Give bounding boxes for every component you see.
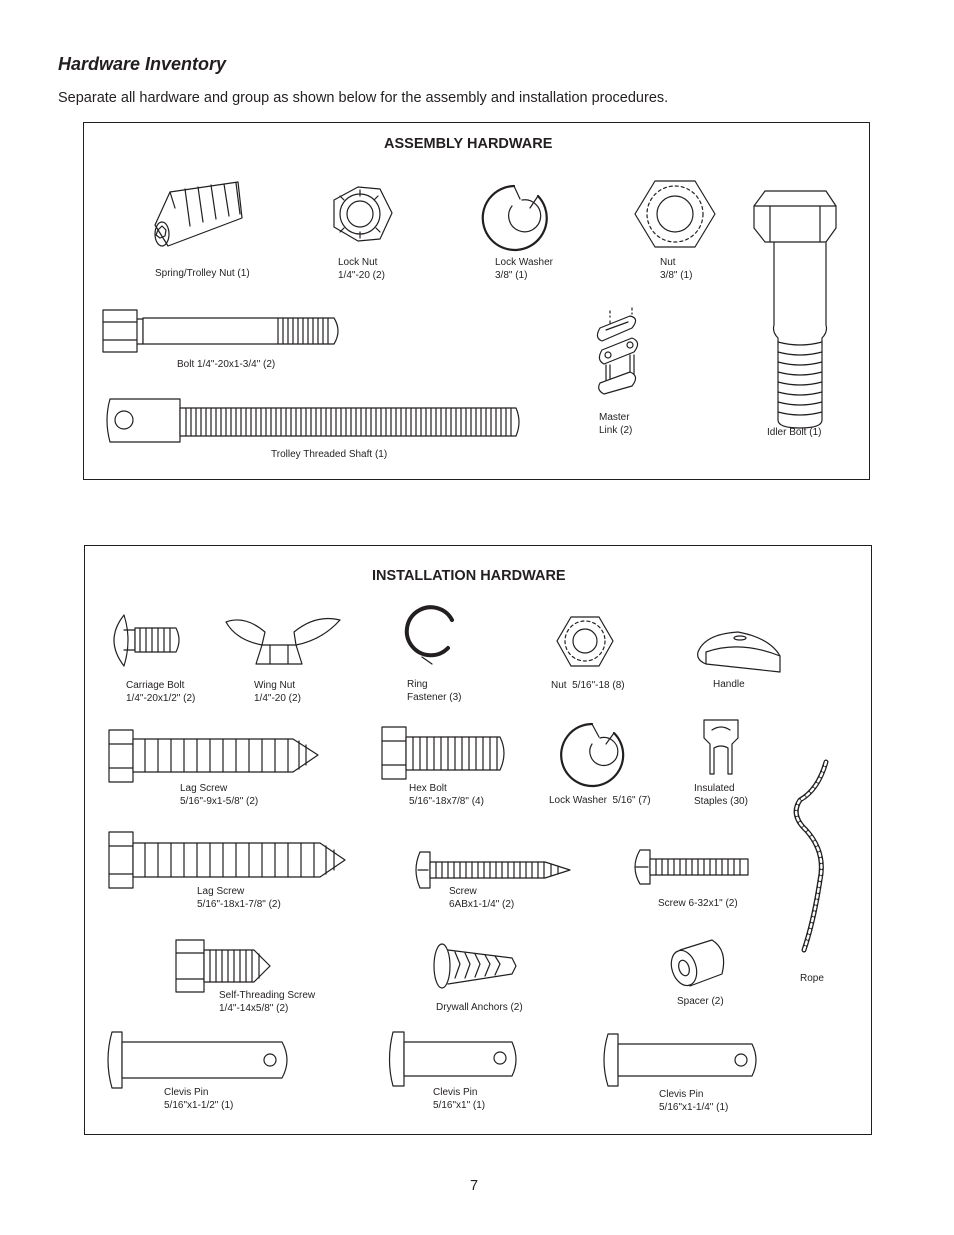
label-nut-516: Nut 5/16"-18 (8) (551, 680, 625, 691)
label-clevis-pin-3: Clevis Pin 5/16"x1-1/4" (1) (659, 1089, 729, 1113)
label-master-link: Master Link (2) (599, 412, 633, 436)
label-trolley-shaft: Trolley Threaded Shaft (1) (271, 449, 388, 460)
label-lag-screw-2: Lag Screw 5/16"-18x1-7/8" (2) (197, 886, 281, 910)
ring-fastener-drawing (407, 607, 452, 664)
lock-nut-drawing (334, 187, 392, 241)
label-idler-bolt: Idler Bolt (1) (767, 427, 822, 438)
label-rope: Rope (800, 973, 824, 984)
clevis-pin-2-drawing (390, 1032, 517, 1086)
idler-bolt-drawing (754, 191, 836, 428)
page-title: Hardware Inventory (58, 54, 227, 74)
rope-drawing (796, 762, 826, 950)
spring-trolley-nut-drawing (155, 182, 242, 246)
hex-bolt-drawing (382, 727, 504, 779)
handle-drawing (698, 632, 780, 672)
page-number: 7 (470, 1178, 479, 1194)
label-spring-trolley-nut: Spring/Trolley Nut (1) (155, 268, 250, 279)
screw-6ab-drawing (416, 852, 570, 888)
label-lag-screw-1: Lag Screw 5/16"-9x1-5/8" (2) (180, 783, 259, 807)
label-clevis-pin-2: Clevis Pin 5/16"x1" (1) (433, 1087, 486, 1111)
drywall-anchors-drawing (434, 944, 516, 988)
label-clevis-pin-1: Clevis Pin 5/16"x1-1/2" (1) (164, 1087, 234, 1111)
label-screw-6ab: Screw 6ABx1-1/4" (2) (449, 886, 515, 910)
label-lock-nut: Lock Nut 1/4"-20 (2) (338, 257, 385, 281)
spacer-drawing (667, 940, 724, 989)
label-spacer: Spacer (2) (677, 996, 724, 1007)
lock-washer-516-drawing (561, 724, 623, 786)
label-self-threading-screw: Self-Threading Screw 1/4"-14x5/8" (2) (219, 990, 316, 1014)
label-screw-632: Screw 6-32x1" (2) (658, 898, 738, 909)
label-hex-bolt: Hex Bolt 5/16"-18x7/8" (4) (409, 783, 484, 807)
assembly-heading: ASSEMBLY HARDWARE (384, 136, 553, 152)
wing-nut-drawing (226, 619, 340, 665)
nut-drawing (635, 181, 715, 247)
label-lock-washer: Lock Washer 3/8" (1) (495, 257, 553, 281)
trolley-shaft-drawing (107, 399, 519, 442)
screw-632-drawing (635, 850, 748, 884)
label-carriage-bolt: Carriage Bolt 1/4"-20x1/2" (2) (126, 680, 196, 704)
label-insulated-staples: Insulated Staples (30) (694, 783, 748, 807)
lag-screw-2-drawing (109, 832, 345, 888)
label-ring-fastener: Ring Fastener (3) (407, 679, 462, 703)
lock-washer-drawing (483, 186, 547, 250)
label-wing-nut: Wing Nut 1/4"-20 (2) (254, 680, 301, 704)
label-drywall-anchors: Drywall Anchors (2) (436, 1002, 523, 1013)
carriage-bolt-drawing (114, 615, 179, 666)
label-handle: Handle (713, 679, 745, 690)
self-threading-screw-drawing (176, 940, 270, 992)
label-nut: Nut 3/8" (1) (660, 257, 693, 281)
lag-screw-1-drawing (109, 730, 318, 782)
label-lock-washer-516: Lock Washer 5/16" (7) (549, 795, 651, 806)
clevis-pin-1-drawing (108, 1032, 287, 1088)
nut-516-drawing (557, 617, 613, 666)
clevis-pin-3-drawing (604, 1034, 756, 1086)
label-bolt: Bolt 1/4"-20x1-3/4" (2) (177, 359, 276, 370)
master-link-drawing (597, 308, 637, 394)
installation-heading: INSTALLATION HARDWARE (372, 568, 566, 584)
bolt-drawing (103, 310, 338, 352)
intro-text: Separate all hardware and group as shown below for the assembly and installation procedures. (58, 90, 669, 106)
insulated-staples-drawing (704, 720, 738, 774)
